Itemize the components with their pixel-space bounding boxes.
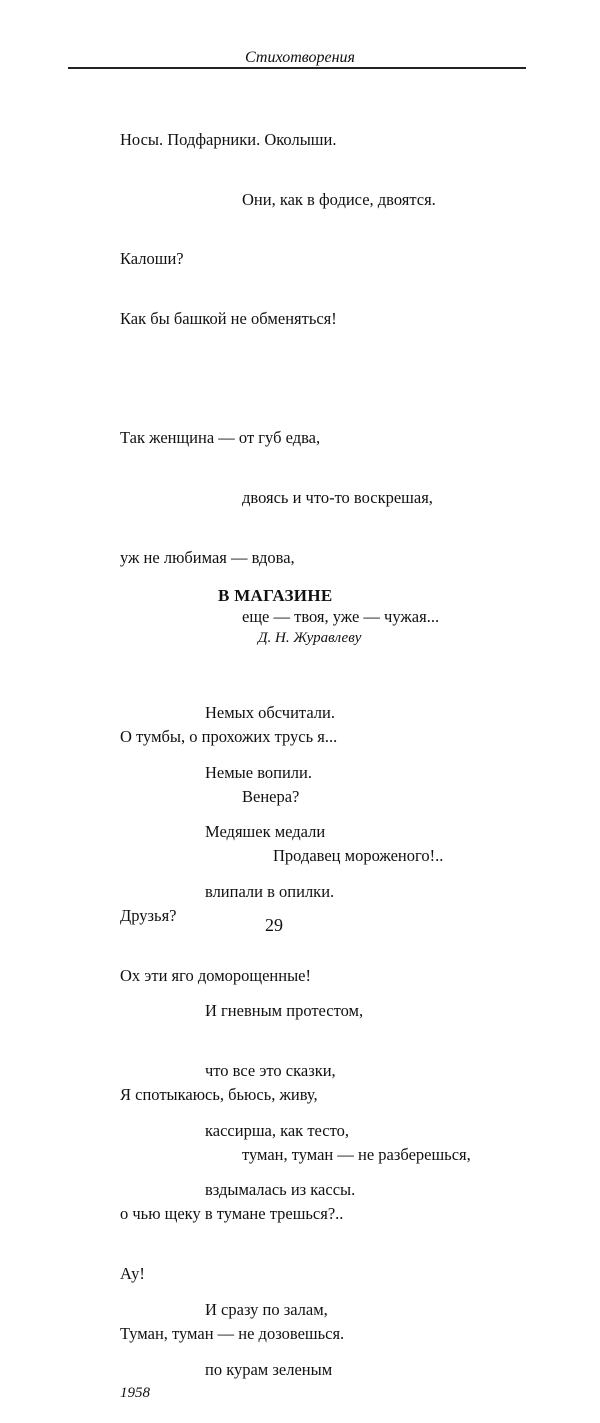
poem-dedication: Д. Н. Журавлеву — [258, 630, 362, 646]
verse-line: кассирша, как тесто, — [205, 1120, 349, 1140]
verse-line: еще — твоя, уже — чужая... — [242, 607, 440, 627]
verse-line: Ау! — [120, 1264, 145, 1284]
verse-line: по курам зеленым — [205, 1359, 333, 1379]
verse-line: что все это сказки, — [205, 1061, 336, 1081]
verse-line: Продавец мороженого!.. — [273, 846, 444, 866]
verse-line: двоясь и что-то воскрешая, — [242, 488, 433, 508]
page-number: 29 — [265, 915, 283, 935]
verse-line: Так женщина — от губ едва, — [120, 428, 321, 448]
verse-line: Туман, туман — не дозовешься. — [120, 1323, 345, 1343]
stanza-break — [120, 369, 471, 389]
verse-line: Друзья? — [120, 905, 177, 925]
verse-line: Они, как в фодисе, двоятся. — [242, 189, 436, 209]
verse-line: влипали в опилки. — [205, 881, 335, 901]
verse-line: вздымалась из кассы. — [205, 1180, 356, 1200]
poem-date: 1958 — [120, 1384, 150, 1401]
stanza-break — [205, 942, 363, 962]
verse-line: уж не любимая — вдова, — [120, 547, 295, 567]
verse-line: И сразу по залам, — [205, 1299, 328, 1319]
poem-title: В МАГАЗИНЕ — [218, 586, 333, 605]
verse-line: Немых обсчитали. — [205, 702, 335, 722]
poem-2 — [205, 663, 363, 1399]
stanza-break — [205, 1240, 363, 1260]
verse-line: Медяшек медали — [205, 822, 326, 842]
verse-line: Ох эти яго доморощенные! — [120, 965, 311, 985]
verse-line: Носы. Подфарники. Околыши. — [120, 129, 337, 149]
verse-line: Венера? — [242, 786, 300, 806]
verse-line: Я спотыкаюсь, бьюсь, живу, — [120, 1085, 318, 1105]
verse-line: Калоши? — [120, 249, 184, 269]
verse-line: И гневным протестом, — [205, 1001, 364, 1021]
verse-line: Немые вопили. — [205, 762, 312, 782]
header-rule — [68, 67, 526, 69]
verse-line: о чью щеку в тумане трешься?.. — [120, 1204, 344, 1224]
verse-line: О тумбы, о прохожих трусь я... — [120, 726, 338, 746]
running-head: Стихотворения — [245, 49, 355, 66]
verse-line: туман, туман — не разберешься, — [242, 1144, 471, 1164]
verse-line: Как бы башкой не обменяться! — [120, 308, 337, 328]
